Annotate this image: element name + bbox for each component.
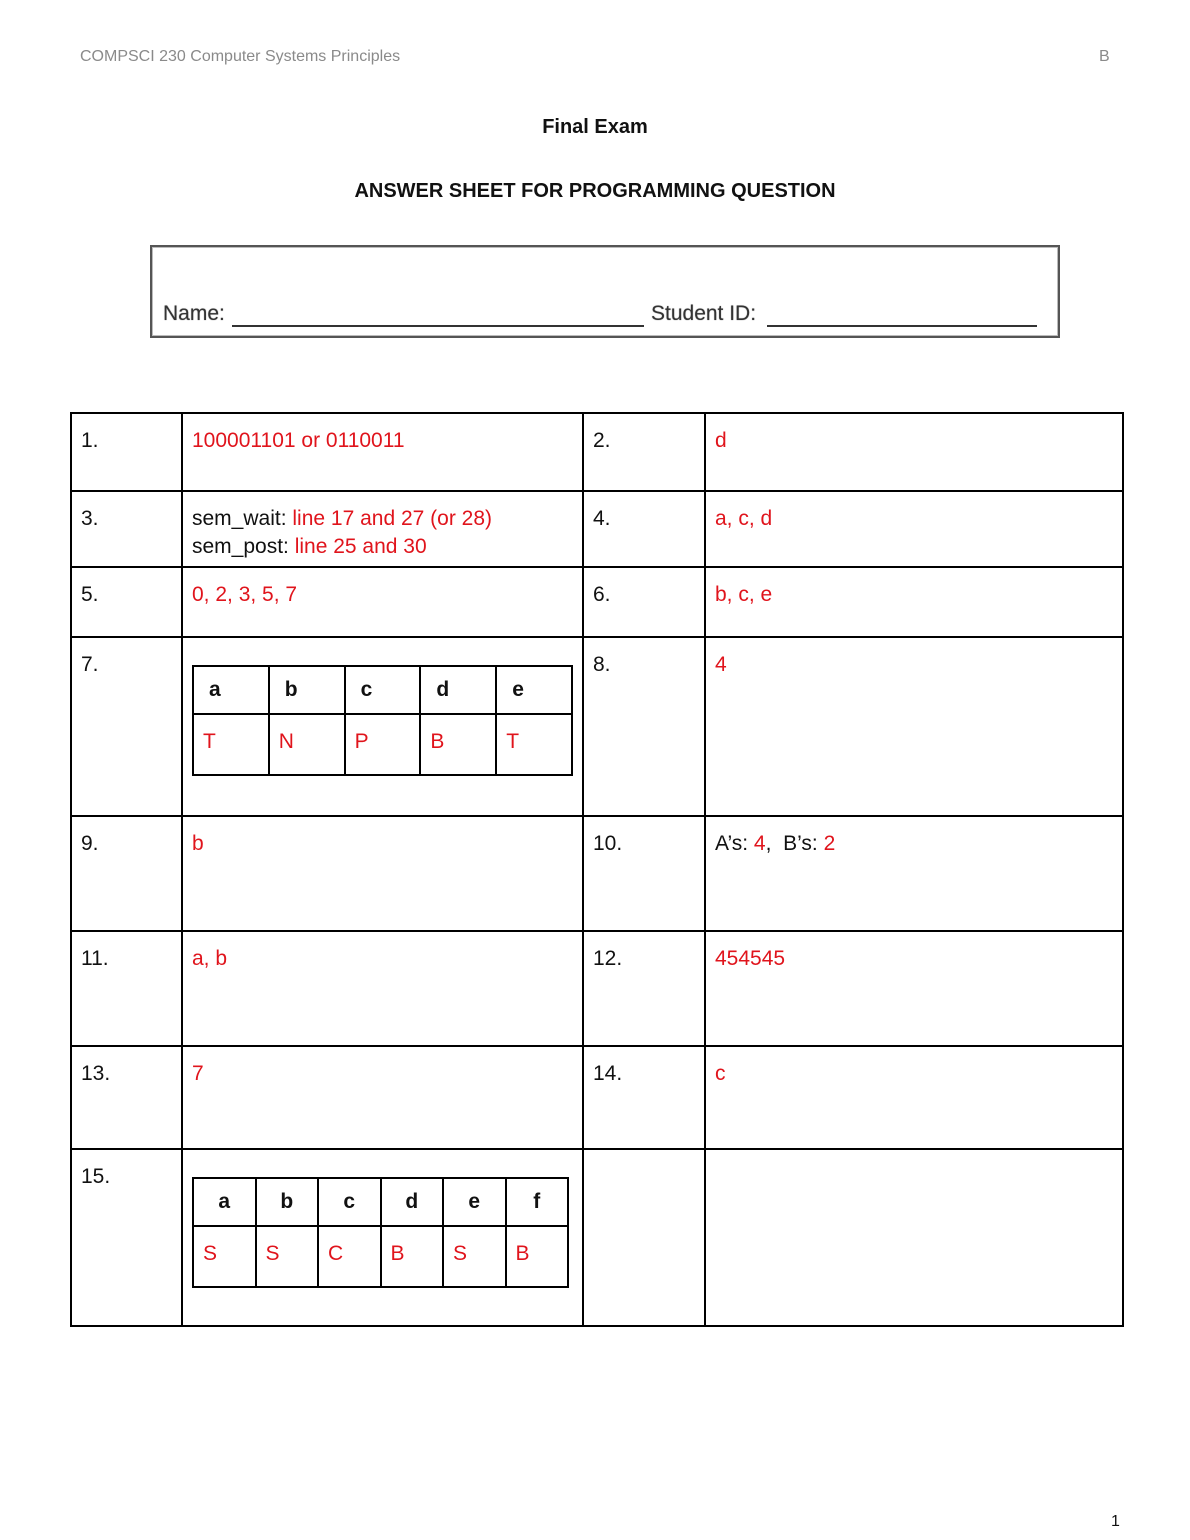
- question-number: 1.: [71, 413, 182, 491]
- answer-1: 100001101 or 0110011: [182, 413, 583, 491]
- b-count-answer: 2: [823, 832, 836, 855]
- question-number: 3.: [71, 491, 182, 567]
- empty-cell: [705, 1149, 1123, 1326]
- sem-post-label: sem_post:: [192, 535, 295, 558]
- name-blank[interactable]: [232, 325, 644, 327]
- q7-value: T: [496, 714, 572, 775]
- student-id-label: Student ID:: [651, 302, 757, 325]
- question-number: 15.: [71, 1149, 182, 1326]
- answer-11: a, b: [182, 931, 583, 1046]
- a-count-label: A’s:: [715, 832, 754, 855]
- q15-value-row: [193, 1226, 568, 1287]
- question-number: 4.: [583, 491, 705, 567]
- question-number: 9.: [71, 816, 182, 931]
- answer-10: [705, 816, 1123, 931]
- q15-value: S: [193, 1226, 256, 1287]
- answer-7: [182, 637, 583, 816]
- table-row: [71, 567, 1123, 637]
- q7-header-row: [193, 666, 572, 714]
- q7-value: B: [420, 714, 496, 775]
- answer-14: c: [705, 1046, 1123, 1149]
- q7-answer-grid: [192, 665, 573, 776]
- name-label: Name:: [163, 302, 225, 325]
- q15-value: S: [256, 1226, 319, 1287]
- name-id-box: [150, 245, 1060, 338]
- question-number: 8.: [583, 637, 705, 816]
- answer-9: b: [182, 816, 583, 931]
- q7-value: P: [345, 714, 421, 775]
- q15-header: b: [256, 1178, 319, 1226]
- question-number: 11.: [71, 931, 182, 1046]
- student-id-blank[interactable]: [767, 325, 1037, 327]
- q7-header: e: [496, 666, 572, 714]
- q15-value: C: [318, 1226, 381, 1287]
- question-number: 5.: [71, 567, 182, 637]
- b-count-label: B’s:: [783, 832, 824, 855]
- answer-6: b, c, e: [705, 567, 1123, 637]
- q7-value-row: [193, 714, 572, 775]
- q7-value: T: [193, 714, 269, 775]
- sem-wait-answer: line 17 and 27 (or 28): [292, 507, 493, 530]
- table-row: [71, 816, 1123, 931]
- answer-table: [70, 412, 1124, 1327]
- question-number: 12.: [583, 931, 705, 1046]
- answer-12: 454545: [705, 931, 1123, 1046]
- q15-header: e: [443, 1178, 506, 1226]
- answer-separator: ,: [765, 832, 784, 855]
- page-subtitle: ANSWER SHEET FOR PROGRAMMING QUESTION: [354, 180, 836, 202]
- question-number: 6.: [583, 567, 705, 637]
- sem-post-answer: line 25 and 30: [294, 535, 427, 558]
- exam-version: B: [1099, 48, 1110, 65]
- table-row: [71, 1046, 1123, 1149]
- answer-15: [182, 1149, 583, 1326]
- q15-header: a: [193, 1178, 256, 1226]
- q7-header: c: [345, 666, 421, 714]
- table-row: [71, 931, 1123, 1046]
- table-row: [71, 491, 1123, 567]
- q7-header: d: [420, 666, 496, 714]
- q15-header: c: [318, 1178, 381, 1226]
- q7-header: b: [269, 666, 345, 714]
- q15-header: f: [506, 1178, 569, 1226]
- question-number: 2.: [583, 413, 705, 491]
- q15-header: d: [381, 1178, 444, 1226]
- page-title: Final Exam: [542, 116, 648, 138]
- answer-4: a, c, d: [705, 491, 1123, 567]
- question-number: 14.: [583, 1046, 705, 1149]
- course-header: COMPSCI 230 Computer Systems Principles: [80, 48, 401, 65]
- q15-value: B: [381, 1226, 444, 1287]
- q15-answer-grid: [192, 1177, 569, 1288]
- question-number: 10.: [583, 816, 705, 931]
- answer-5: 0, 2, 3, 5, 7: [182, 567, 583, 637]
- q15-header-row: [193, 1178, 568, 1226]
- answer-8: 4: [705, 637, 1123, 816]
- q7-value: N: [269, 714, 345, 775]
- sem-wait-line: [192, 505, 573, 533]
- question-number: 7.: [71, 637, 182, 816]
- table-row: [71, 1149, 1123, 1326]
- page-number: 1: [1111, 1513, 1120, 1530]
- q15-value: B: [506, 1226, 569, 1287]
- answer-2: d: [705, 413, 1123, 491]
- question-number: 13.: [71, 1046, 182, 1149]
- sem-wait-label: sem_wait:: [192, 507, 293, 530]
- table-row: [71, 637, 1123, 816]
- q15-value: S: [443, 1226, 506, 1287]
- sem-post-line: [192, 533, 573, 561]
- a-count-answer: 4: [753, 832, 766, 855]
- table-row: [71, 413, 1123, 491]
- q7-header: a: [193, 666, 269, 714]
- answer-13: 7: [182, 1046, 583, 1149]
- answer-3: [182, 491, 583, 567]
- empty-cell: [583, 1149, 705, 1326]
